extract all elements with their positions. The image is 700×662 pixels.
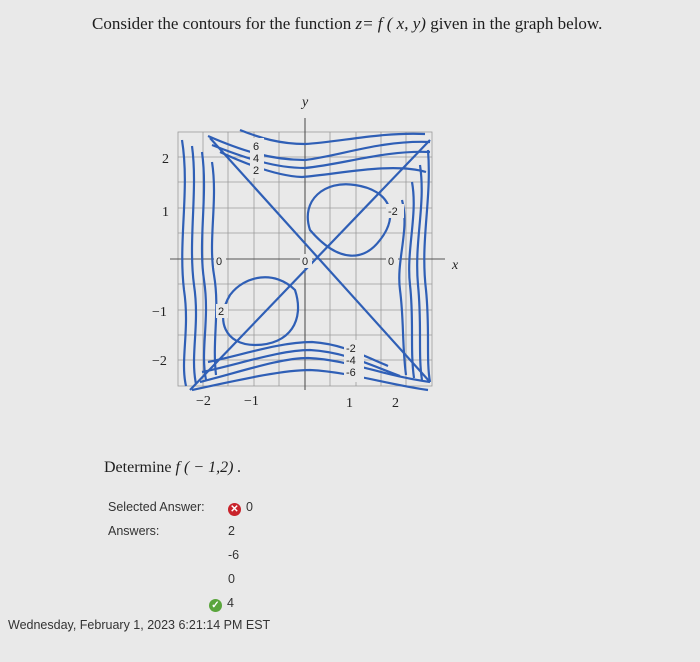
contour-label: 2 xyxy=(218,306,225,318)
contour-label: 6 xyxy=(253,141,260,153)
contour-label: 4 xyxy=(253,153,260,165)
x-tick-label: 2 xyxy=(392,396,399,411)
selected-answer-value-wrap xyxy=(228,500,253,516)
answer-option: 2 xyxy=(228,524,235,538)
contour-label: 2 xyxy=(253,165,260,177)
y-tick-label: 2 xyxy=(162,152,169,167)
answers-label: Answers: xyxy=(108,524,160,538)
x-axis-label: x xyxy=(452,258,459,273)
prompt-prefix: Determine xyxy=(104,459,176,476)
x-tick-label: −2 xyxy=(196,394,211,409)
answer-option: -6 xyxy=(228,548,240,562)
contour-label: -6 xyxy=(346,367,356,379)
question-text xyxy=(92,14,602,34)
selected-answer-label: Selected Answer: xyxy=(108,500,205,514)
incorrect-icon: ✕ xyxy=(228,503,241,516)
contour-graph xyxy=(130,90,480,420)
x-tick-label: 1 xyxy=(346,396,353,411)
submission-timestamp: Wednesday, February 1, 2023 6:21:14 PM EST xyxy=(8,618,271,632)
prompt-formula: f ( − 1,2) . xyxy=(175,459,242,476)
selected-answer-value: 0 xyxy=(246,500,253,514)
prompt-text xyxy=(104,459,241,477)
correct-check-icon: ✓ xyxy=(209,599,222,612)
contour-label: -4 xyxy=(346,355,356,367)
question-formula: z= f ( x, y) xyxy=(355,14,426,33)
answer-option: 0 xyxy=(228,572,235,586)
question-suffix: given in the graph below. xyxy=(425,14,603,33)
answer-option: 4 xyxy=(227,596,234,610)
contour-label: 0 xyxy=(302,256,309,268)
y-axis-label: y xyxy=(302,95,309,110)
y-tick-label: 1 xyxy=(162,205,169,220)
y-tick-label: −2 xyxy=(152,354,167,369)
question-prefix: Consider the contours for the function xyxy=(92,14,356,33)
contour-label: 0 xyxy=(388,256,395,268)
contour-label: -2 xyxy=(388,206,398,218)
x-tick-label: −1 xyxy=(244,394,259,409)
y-tick-label: −1 xyxy=(152,305,167,320)
contour-label: -2 xyxy=(346,343,356,355)
contour-label: 0 xyxy=(216,256,223,268)
correct-answer-wrap xyxy=(209,596,234,612)
